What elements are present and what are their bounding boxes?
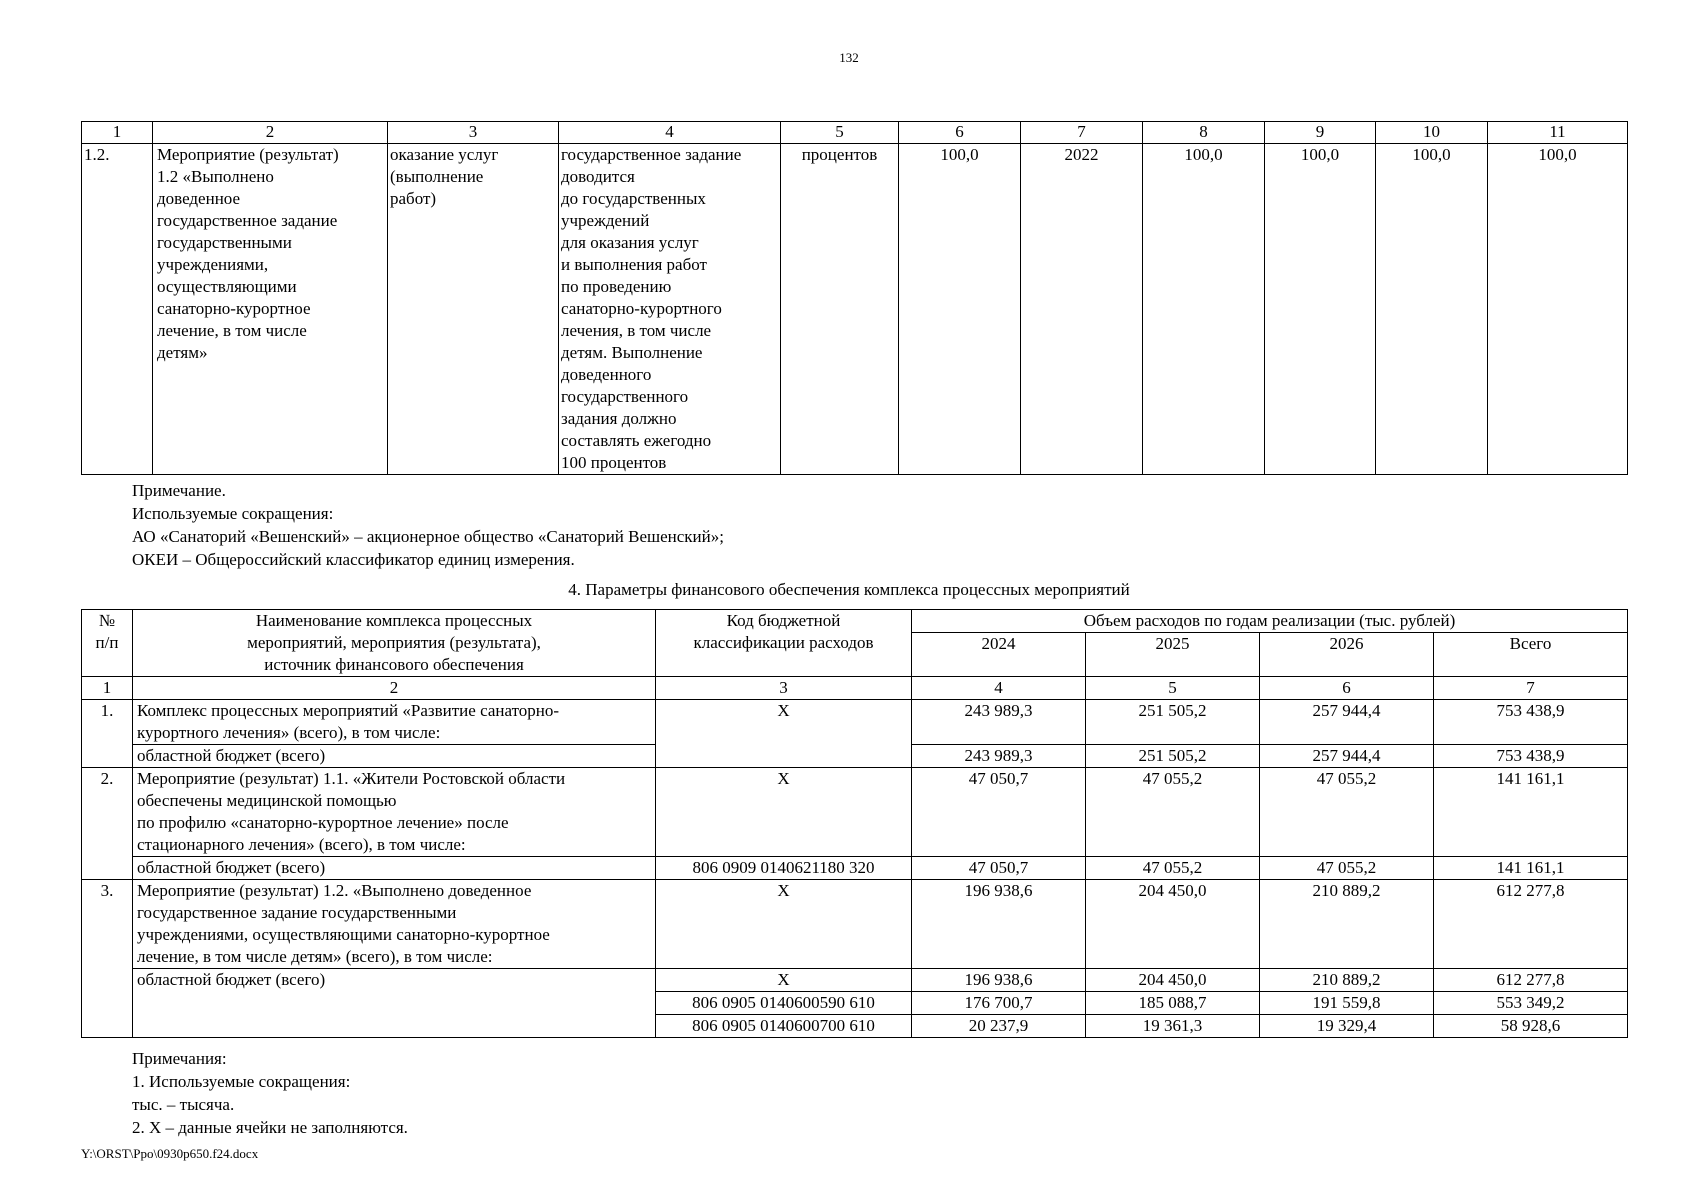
cell-value: 100,0	[899, 144, 1021, 475]
row-subname: областной бюджет (всего)	[133, 745, 656, 768]
row-number: 1.	[82, 700, 133, 768]
table-header-row	[82, 610, 1628, 633]
page-number: 132	[839, 50, 859, 65]
col-num: 1	[82, 677, 133, 700]
cell-value: 141 161,1	[1434, 857, 1628, 880]
cell-value: 19 361,3	[1086, 1015, 1260, 1038]
header-name: Наименование комплекса процессных мероприятий, мероприятия (результата), источник финансового обеспечения	[133, 610, 656, 677]
cell-value: 185 088,7	[1086, 992, 1260, 1015]
col-num: 2	[153, 122, 388, 144]
table-row	[82, 880, 1628, 969]
row-code: 806 0909 0140621180 320	[656, 857, 912, 880]
cell-value: 753 438,9	[1434, 700, 1628, 745]
cell-value: 251 505,2	[1086, 745, 1260, 768]
col-num: 6	[1260, 677, 1434, 700]
cell-value: 176 700,7	[912, 992, 1086, 1015]
table-row	[82, 144, 1628, 475]
indicators-table	[81, 121, 1628, 475]
cell-value: 58 928,6	[1434, 1015, 1628, 1038]
notes-block	[132, 1047, 408, 1139]
cell-value: 612 277,8	[1434, 969, 1628, 992]
footer-file-path: Y:\ORST\Ppo\0930p650.f24.docx	[81, 1146, 259, 1161]
row-code: Х	[656, 969, 912, 992]
cell-value: 612 277,8	[1434, 880, 1628, 969]
cell-value: 100,0	[1376, 144, 1488, 475]
header-code: Код бюджетной классификации расходов	[656, 610, 912, 677]
note-line: тыс. – тысяча.	[132, 1095, 235, 1114]
cell-value: 141 161,1	[1434, 768, 1628, 857]
row-code: Х	[656, 768, 912, 857]
cell-value: 257 944,4	[1260, 700, 1434, 745]
note-title: Примечания:	[132, 1049, 227, 1068]
cell-value: 191 559,8	[1260, 992, 1434, 1015]
table-row	[82, 857, 1628, 880]
cell-value: 196 938,6	[912, 880, 1086, 969]
table-header-row	[82, 122, 1628, 144]
cell-value: 100,0	[1143, 144, 1265, 475]
cell-value: 257 944,4	[1260, 745, 1434, 768]
col-num: 11	[1488, 122, 1628, 144]
row-name: Мероприятие (результат) 1.2. «Выполнено доведенное государственное задание государственными учреждениями, осуществляющими санаторно-курортное лечение, в том числе детям» (всего), в том числе:	[133, 880, 656, 969]
header-year: 2024	[912, 633, 1086, 677]
table-row	[82, 768, 1628, 857]
cell-value: 47 055,2	[1086, 857, 1260, 880]
unit: процентов	[781, 144, 899, 475]
row-code: 806 0905 0140600590 610	[656, 992, 912, 1015]
cell-value: 20 237,9	[912, 1015, 1086, 1038]
col-num: 6	[899, 122, 1021, 144]
cell-value: 210 889,2	[1260, 969, 1434, 992]
col-num: 4	[912, 677, 1086, 700]
col-num: 3	[656, 677, 912, 700]
cell-value: 19 329,4	[1260, 1015, 1434, 1038]
header-num: № п/п	[82, 610, 133, 677]
cell-value: 204 450,0	[1086, 969, 1260, 992]
col-num: 7	[1021, 122, 1143, 144]
cell-value: 210 889,2	[1260, 880, 1434, 969]
row-name: Мероприятие (результат) 1.1. «Жители Ростовской области обеспечены медицинской помощью по профилю «санаторно-курортное лечение» после стационарного лечения» (всего), в том числе:	[133, 768, 656, 857]
row-number: 2.	[82, 768, 133, 880]
cell-value: 553 349,2	[1434, 992, 1628, 1015]
table-row	[82, 969, 1628, 992]
cell-value: 753 438,9	[1434, 745, 1628, 768]
col-num: 2	[133, 677, 656, 700]
cell-value: 196 938,6	[912, 969, 1086, 992]
cell-value: 47 050,7	[912, 768, 1086, 857]
note-line: 1. Используемые сокращения:	[132, 1072, 351, 1091]
row-subname: областной бюджет (всего)	[133, 969, 656, 1038]
cell-value: 47 050,7	[912, 857, 1086, 880]
note-title: Примечание.	[132, 481, 226, 500]
event-name: Мероприятие (результат) 1.2 «Выполнено доведенное государственное задание государственными учреждениями, осуществляющими санаторно-курортное лечение, в том числе детям»	[153, 144, 388, 475]
cell-value: 47 055,2	[1260, 857, 1434, 880]
finance-table	[81, 609, 1628, 1038]
header-year: 2025	[1086, 633, 1260, 677]
col-num: 5	[781, 122, 899, 144]
cell-value: 47 055,2	[1086, 768, 1260, 857]
cell-value: 243 989,3	[912, 700, 1086, 745]
col-num: 9	[1265, 122, 1376, 144]
col-num: 8	[1143, 122, 1265, 144]
row-name: Комплекс процессных мероприятий «Развитие санаторно- курортного лечения» (всего), в том числе:	[133, 700, 656, 745]
header-year: 2026	[1260, 633, 1434, 677]
cell-value: 243 989,3	[912, 745, 1086, 768]
note-line: АО «Санаторий «Вешенский» – акционерное общество «Санаторий Вешенский»;	[132, 527, 724, 546]
cell-value: 100,0	[1488, 144, 1628, 475]
cell-value: 100,0	[1265, 144, 1376, 475]
table-row	[82, 700, 1628, 745]
section-title: 4. Параметры финансового обеспечения комплекса процессных мероприятий	[568, 580, 1130, 599]
col-num: 10	[1376, 122, 1488, 144]
col-num: 1	[82, 122, 153, 144]
row-code: Х	[656, 700, 912, 768]
row-number: 1.2.	[82, 144, 153, 475]
note-line: ОКЕИ – Общероссийский классификатор единиц измерения.	[132, 550, 575, 569]
note-line: 2. Х – данные ячейки не заполняются.	[132, 1118, 408, 1137]
col-num: 7	[1434, 677, 1628, 700]
col-num: 4	[559, 122, 781, 144]
event-description: государственное задание доводится до государственных учреждений для оказания услуг и выполнения работ по проведению санаторно-курортного лечения, в том числе детям. Выполнение доведенного государственного задания должно составлять ежегодно 100 процентов	[559, 144, 781, 475]
header-total: Всего	[1434, 633, 1628, 677]
event-type: оказание услуг (выполнение работ)	[388, 144, 559, 475]
cell-value: 2022	[1021, 144, 1143, 475]
row-code: Х	[656, 880, 912, 969]
note-block	[132, 479, 724, 571]
col-num: 5	[1086, 677, 1260, 700]
cell-value: 47 055,2	[1260, 768, 1434, 857]
cell-value: 204 450,0	[1086, 880, 1260, 969]
row-subname: областной бюджет (всего)	[133, 857, 656, 880]
cell-value: 251 505,2	[1086, 700, 1260, 745]
note-line: Используемые сокращения:	[132, 504, 334, 523]
table-colnum-row	[82, 677, 1628, 700]
col-num: 3	[388, 122, 559, 144]
row-code: 806 0905 0140600700 610	[656, 1015, 912, 1038]
header-volume: Объем расходов по годам реализации (тыс. рублей)	[912, 610, 1628, 633]
row-number: 3.	[82, 880, 133, 1038]
